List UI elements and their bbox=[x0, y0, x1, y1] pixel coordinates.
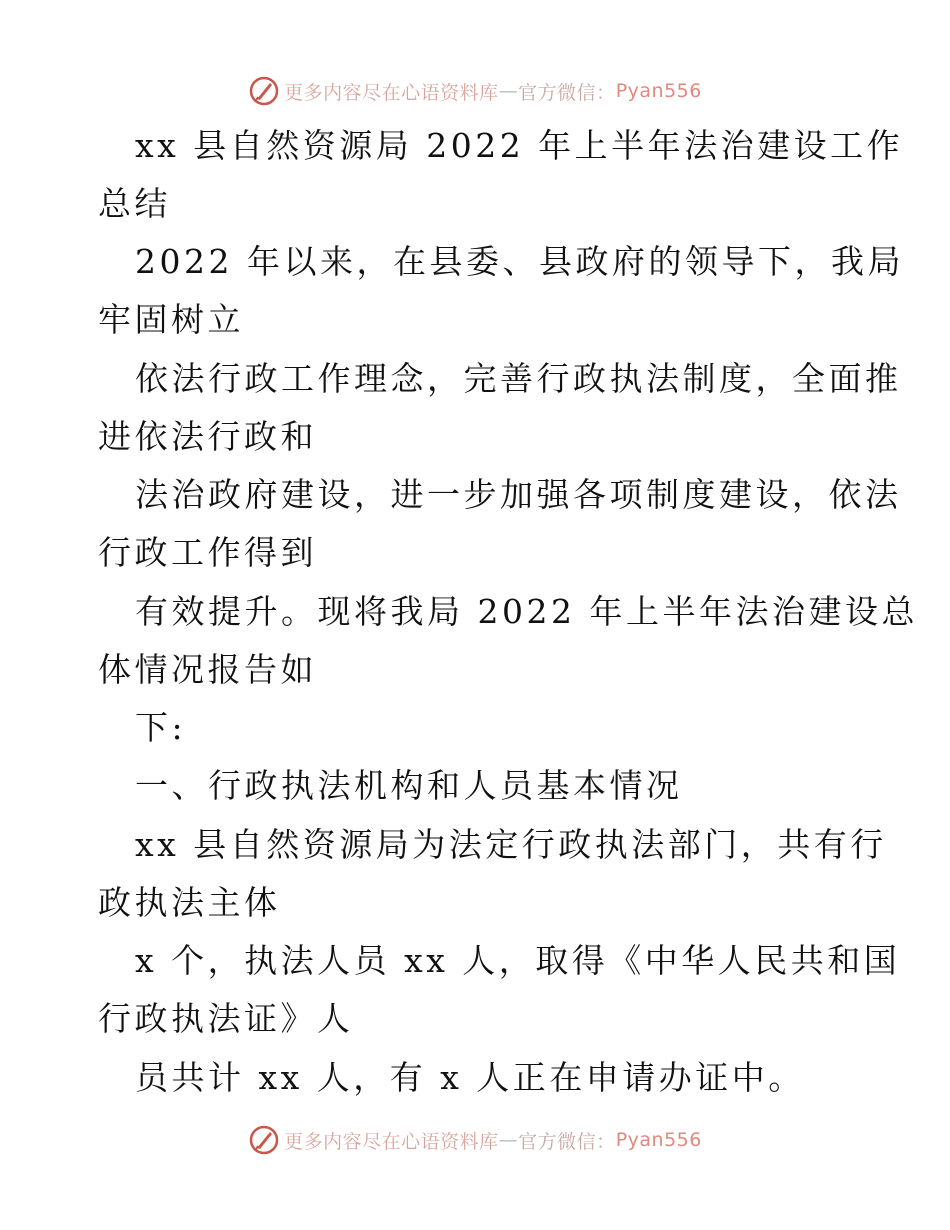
paragraph-line: 体情况报告如 bbox=[98, 650, 317, 689]
watermark-dash: — bbox=[498, 80, 519, 102]
footer-watermark bbox=[0, 1120, 950, 1160]
title-line-1: xx 县自然资源局 2022 年上半年法治建设工作 bbox=[135, 126, 904, 165]
watermark-wechat-id: Pyan556 bbox=[615, 1129, 702, 1151]
watermark-wechat-id: Pyan556 bbox=[615, 80, 702, 102]
header-watermark bbox=[0, 71, 950, 111]
paragraph-line: x 个，执法人员 xx 人，取得《中华人民共和国 bbox=[135, 941, 901, 980]
watermark-text: 更多内容尽在心语资料库 bbox=[284, 1130, 499, 1153]
paragraph-line: 行政工作得到 bbox=[98, 533, 317, 572]
paragraph-line: 行政执法证》人 bbox=[98, 999, 354, 1038]
section-heading: 一、行政执法机构和人员基本情况 bbox=[135, 766, 683, 805]
paragraph-line: 政执法主体 bbox=[98, 883, 281, 922]
paragraph-line: 下: bbox=[135, 708, 187, 747]
title-line-2: 总结 bbox=[98, 184, 171, 223]
watermark-label: 官方微信： bbox=[518, 1130, 616, 1153]
paragraph-line: 依法行政工作理念，完善行政执法制度，全面推 bbox=[135, 359, 902, 398]
paragraph-line: 进依法行政和 bbox=[98, 417, 317, 456]
quill-logo-icon bbox=[248, 75, 280, 107]
paragraph-line: 有效提升。现将我局 2022 年上半年法治建设总 bbox=[135, 592, 918, 631]
paragraph-line: 法治政府建设，进一步加强各项制度建设，依法 bbox=[135, 475, 902, 514]
paragraph-line: 员共计 xx 人，有 x 人正在申请办证中。 bbox=[135, 1058, 805, 1097]
quill-logo-icon bbox=[248, 1124, 280, 1156]
watermark-dash: — bbox=[498, 1129, 519, 1151]
paragraph-line: xx 县自然资源局为法定行政执法部门，共有行 bbox=[135, 825, 887, 864]
watermark-text: 更多内容尽在心语资料库 bbox=[284, 81, 499, 104]
paragraph-line: 牢固树立 bbox=[98, 300, 244, 339]
watermark-label: 官方微信： bbox=[518, 81, 616, 104]
paragraph-line: 2022 年以来，在县委、县政府的领导下，我局 bbox=[135, 242, 904, 281]
